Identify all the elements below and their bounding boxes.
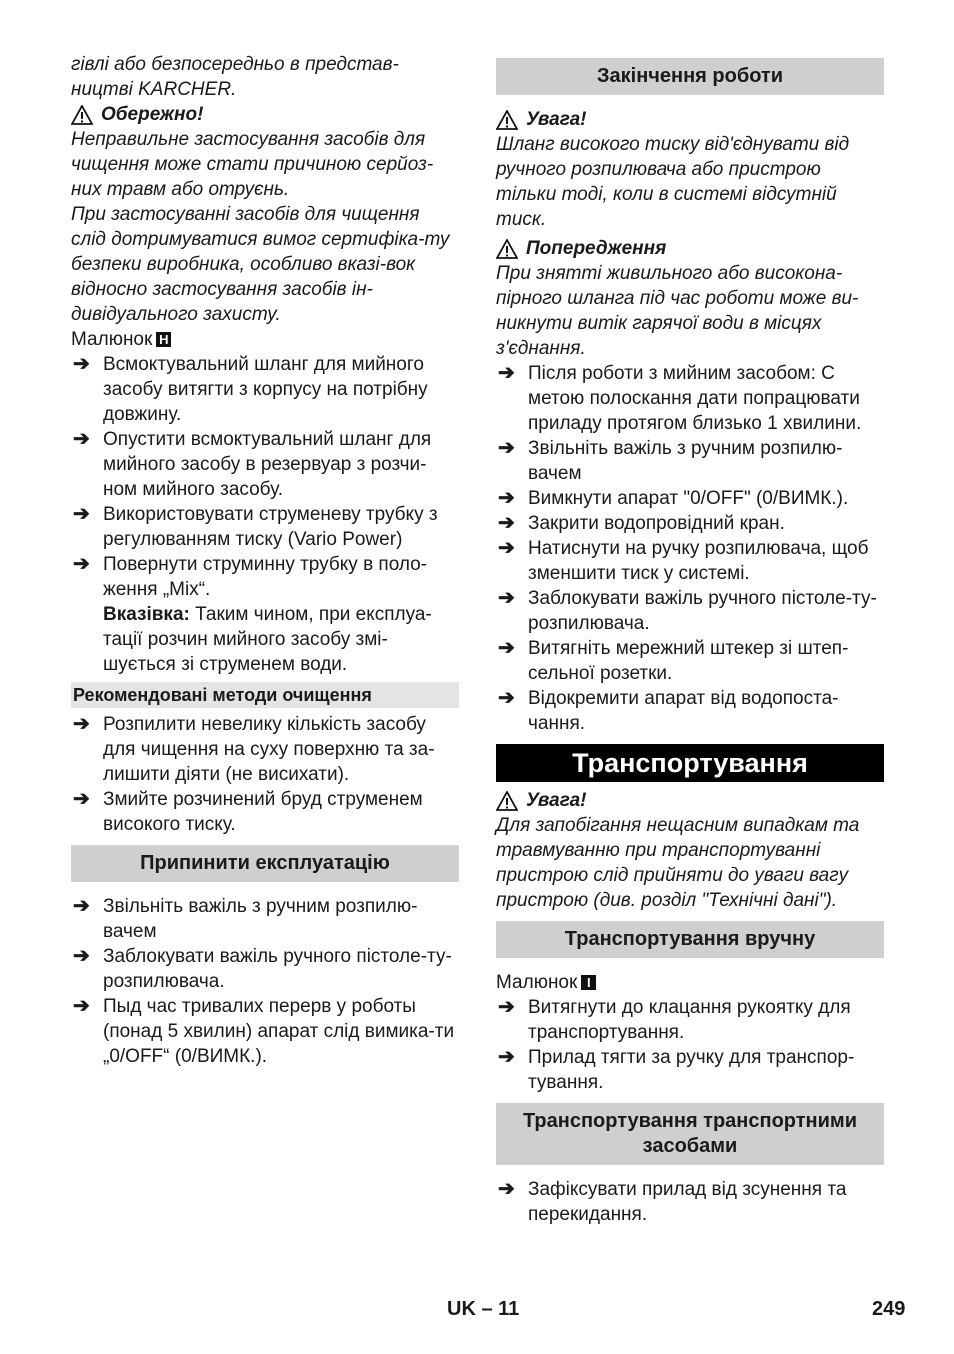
list-item: ➔ Після роботи з мийним засобом: С метою полоскання дати попрацювати приладу протягом близько 1 хвилини. [498, 362, 862, 434]
left-column [71, 52, 459, 1069]
figure-letter: I [581, 975, 596, 990]
list-item: ➔ Всмоктувальний шланг для мийного засобу витягти з корпусу на потрібну довжину. [73, 353, 428, 425]
note-label: Вказівка: [103, 604, 190, 625]
warning-triangle-icon [71, 105, 93, 125]
arrow-icon: ➔ [498, 637, 515, 659]
list-item: ➔ Закрити водопровідний кран. [498, 512, 785, 534]
arrow-icon: ➔ [73, 353, 90, 375]
arrow-icon: ➔ [498, 487, 515, 509]
vehicle-steps-list [496, 1177, 884, 1227]
arrow-icon: ➔ [73, 503, 90, 525]
arrow-icon: ➔ [498, 1178, 515, 1200]
list-item: ➔ Використовувати струменеву трубку з регулюванням тиску (Vario Power) [73, 503, 438, 550]
end-work-heading: Закінчення роботи [496, 58, 884, 95]
arrow-icon: ➔ [73, 713, 90, 735]
transport-heading: Транспортування [496, 744, 884, 782]
warning-text: При знятті живильного або високона-пірного шланга під час роботи може ви-никнути витік гарячої води в місцях з'єднання. [496, 263, 859, 359]
warning-triangle-icon [496, 110, 518, 130]
list-item: ➔ Прилад тягти за ручку для транспор-тування. [498, 1046, 855, 1093]
list-item: ➔ Звільніть важіль з ручним розпилю-вачем [73, 895, 418, 942]
arrow-icon: ➔ [498, 996, 515, 1018]
figure-letter: H [156, 332, 171, 347]
vehicle-transport-heading: Транспортування транспортними засобами [496, 1103, 884, 1165]
arrow-icon: ➔ [73, 945, 90, 967]
warning-title: Попередження [526, 238, 667, 259]
warning-heading [496, 236, 884, 261]
figure-reference [496, 970, 884, 995]
caution-heading [71, 102, 459, 127]
arrow-icon: ➔ [73, 553, 90, 575]
caution-text-1: Неправильне застосування засобів для чищення може стати причиною серйоз-них травм або отруєнь. [71, 129, 434, 200]
arrow-icon: ➔ [498, 512, 515, 534]
arrow-icon: ➔ [73, 895, 90, 917]
transport-attention-text: Для запобігання нещасним випадкам та травмуванню при транспортуванні пристрою слід прийняти до уваги вагу пристрою (див. розділ "Технічні дані"). [496, 815, 860, 911]
attention-text: Шланг високого тиску від'єднувати від ручного розпилювача або пристрою тільки тоді, коли в системі відсутній тиск. [496, 134, 850, 230]
arrow-icon: ➔ [498, 437, 515, 459]
list-item: ➔ Вимкнути апарат "0/OFF" (0/ВИМК.). [498, 487, 849, 509]
note [103, 602, 459, 677]
arrow-icon: ➔ [73, 788, 90, 810]
figure-label: Малюнок [71, 329, 153, 350]
list-item: ➔ Витягнути до клацання рукоятку для транспортування. [498, 996, 851, 1043]
list-item: ➔ Звільніть важіль з ручним розпилю-вачем [498, 437, 843, 484]
arrow-icon: ➔ [498, 537, 515, 559]
arrow-icon: ➔ [73, 995, 90, 1017]
recommended-methods-heading: Рекомендовані методи очищення [71, 682, 459, 708]
caution-text-2: При застосуванні засобів для чищення слід дотримуватися вимог сертифіка-ту безпеки виробника, особливо вказі-вок відносно застосування засобів ін-дивідуального захисту. [71, 204, 450, 325]
list-item: ➔ Повернути струминну трубку в поло-ження „Mix“. Вказівка: Таким чином, при експлуа-тації розчин мийного засобу змі-шується зі струменем води. [71, 552, 459, 677]
page-number: 249 [872, 1298, 906, 1320]
recommended-steps-list [71, 712, 459, 837]
right-column [496, 58, 884, 1227]
list-item: ➔ Пыд час тривалих перерв у роботы (понад 5 хвилин) апарат слід вимика-ти „0/OFF“ (0/ВИМК.). [73, 995, 455, 1067]
warning-triangle-icon [496, 791, 518, 811]
list-item: ➔ Розпилити невелику кількість засобу для чищення на суху поверхню та за-лишити діяти (не висихати). [73, 713, 435, 785]
figure-label: Малюнок [496, 972, 578, 993]
stop-operation-heading: Припинити експлуатацію [71, 845, 459, 882]
manual-steps-list [496, 995, 884, 1095]
figure-reference [71, 327, 459, 352]
list-item: ➔ Змийте розчинений бруд струменем високого тиску. [73, 788, 423, 835]
warning-triangle-icon [496, 239, 518, 259]
list-item: ➔ Опустити всмоктувальний шланг для мийного засобу в резервуар з розчи-ном мийного засобу. [73, 428, 432, 500]
caution-title: Обережно! [101, 104, 204, 125]
attention-title: Увага! [526, 109, 587, 130]
arrow-icon: ➔ [498, 687, 515, 709]
attention-heading [496, 107, 884, 132]
end-steps-list [496, 361, 884, 736]
intro-text: гівлі або безпосередньо в представ-ництві KARCHER. [71, 54, 399, 100]
note-text: Таким чином, при експлуа-тації розчин мийного засобу змі-шується зі струменем води. [103, 604, 432, 675]
arrow-icon: ➔ [498, 587, 515, 609]
list-item: ➔ Витягніть мережний штекер зі штеп-сельної розетки. [498, 637, 849, 684]
list-item: ➔ Заблокувати важіль ручного пістоле-ту-розпилювача. [498, 587, 877, 634]
list-item: ➔ Заблокувати важіль ручного пістоле-ту-розпилювача. [73, 945, 452, 992]
stop-steps-list [71, 894, 459, 1069]
arrow-icon: ➔ [73, 428, 90, 450]
list-item: ➔ Натиснути на ручку розпилювача, щоб зменшити тиск у системі. [498, 537, 869, 584]
transport-attention-heading [496, 788, 884, 813]
arrow-icon: ➔ [498, 1046, 515, 1068]
arrow-icon: ➔ [498, 362, 515, 384]
footer-section: UK – 11 [447, 1298, 520, 1320]
manual-transport-heading: Транспортування вручну [496, 921, 884, 958]
hose-steps-list [71, 352, 459, 677]
list-item: ➔ Зафіксувати прилад від зсунення та перекидання. [498, 1178, 847, 1225]
transport-attention-title: Увага! [526, 790, 587, 811]
list-item: ➔ Відокремити апарат від водопоста-чання. [498, 687, 839, 734]
